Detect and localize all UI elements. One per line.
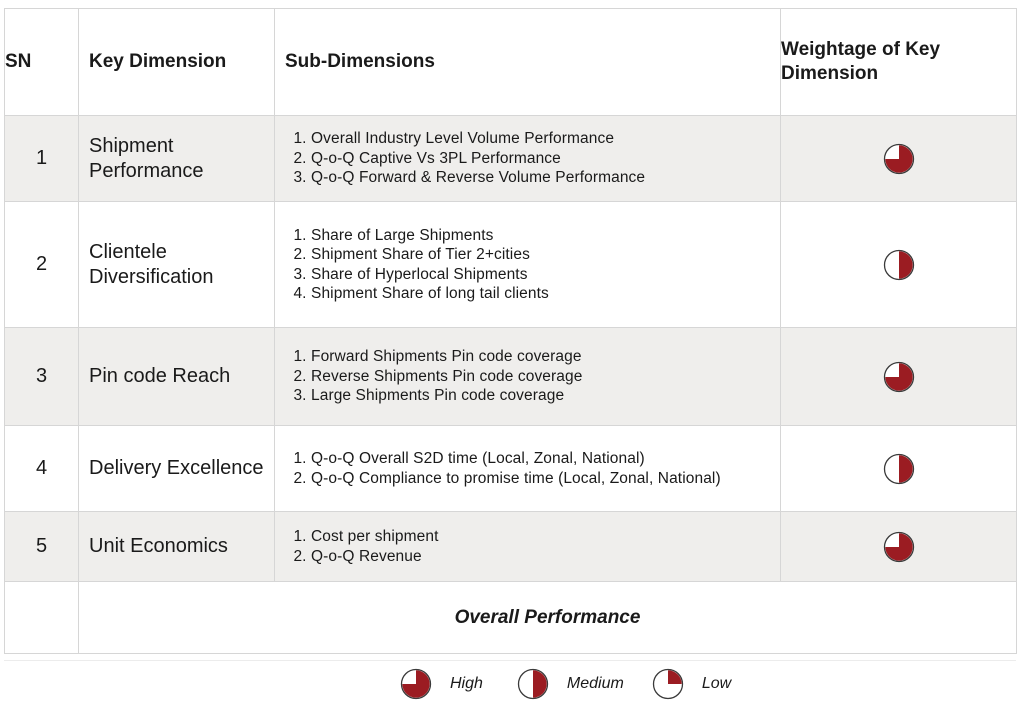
weight-high-icon [400, 668, 432, 700]
row-sub-dimensions [275, 426, 781, 512]
sub-dimension-item: 1. Q-o-Q Overall S2D time (Local, Zonal, National) [311, 449, 780, 469]
table-row [5, 426, 1017, 512]
legend-label-low: Low [701, 675, 732, 692]
header-key-dimension: Key Dimension [79, 9, 275, 116]
sub-dimension-item: 3. Large Shipments Pin code coverage [311, 386, 780, 406]
legend [400, 668, 731, 700]
legend-label-high: High [450, 675, 483, 692]
table-row [5, 202, 1017, 328]
row-sn: 3 [5, 328, 79, 426]
weight-medium-icon [883, 249, 915, 281]
row-sub-dimensions [275, 512, 781, 582]
row-dimension: Pin code Reach [79, 328, 275, 426]
row-weightage [781, 116, 1017, 202]
sub-dimension-item: 2. Q-o-Q Captive Vs 3PL Performance [311, 149, 780, 169]
weight-high-icon [883, 531, 915, 563]
row-dimension: Clientele Diversification [79, 202, 275, 328]
row-weightage [781, 512, 1017, 582]
divider [4, 660, 1016, 661]
row-dimension: Shipment Performance [79, 116, 275, 202]
row-sub-dimensions [275, 202, 781, 328]
sub-dimension-item: 1. Share of Large Shipments [311, 226, 780, 246]
row-sub-dimensions [275, 116, 781, 202]
row-dimension: Delivery Excellence [79, 426, 275, 512]
legend-item-medium [517, 668, 624, 700]
row-weightage [781, 328, 1017, 426]
weight-high-icon [883, 143, 915, 175]
dimensions-table [4, 8, 1017, 654]
sub-dimension-item: 1. Overall Industry Level Volume Performance [311, 129, 780, 149]
sub-dimension-item: 2. Q-o-Q Revenue [311, 547, 780, 567]
table-row [5, 328, 1017, 426]
weight-medium-icon [883, 453, 915, 485]
overall-row [5, 582, 1017, 654]
row-sn: 2 [5, 202, 79, 328]
row-sn: 1 [5, 116, 79, 202]
overall-empty-cell [5, 582, 79, 654]
sub-dimension-item: 2. Reverse Shipments Pin code coverage [311, 367, 780, 387]
row-sub-dimensions [275, 328, 781, 426]
table-header-row [5, 9, 1017, 116]
weight-low-icon [652, 668, 684, 700]
row-weightage [781, 202, 1017, 328]
weight-medium-icon [517, 668, 549, 700]
row-weightage [781, 426, 1017, 512]
row-sn: 4 [5, 426, 79, 512]
sub-dimension-item: 1. Cost per shipment [311, 527, 780, 547]
table-row [5, 512, 1017, 582]
header-weightage: Weightage of Key Dimension [781, 9, 1017, 116]
table-row [5, 116, 1017, 202]
header-sn: SN [5, 9, 79, 116]
sub-dimension-item: 3. Q-o-Q Forward & Reverse Volume Performance [311, 168, 780, 188]
sub-dimension-item: 2. Q-o-Q Compliance to promise time (Local, Zonal, National) [311, 469, 780, 489]
header-sub-dimensions: Sub-Dimensions [275, 9, 781, 116]
sub-dimension-item: 1. Forward Shipments Pin code coverage [311, 347, 780, 367]
pie-fill-sector [668, 670, 682, 684]
legend-item-low [652, 668, 731, 700]
weight-high-icon [883, 361, 915, 393]
legend-item-high [400, 668, 483, 700]
sub-dimension-item: 2. Shipment Share of Tier 2+cities [311, 245, 780, 265]
legend-label-medium: Medium [566, 675, 624, 692]
overall-performance-label: Overall Performance [79, 582, 1017, 654]
row-dimension: Unit Economics [79, 512, 275, 582]
row-sn: 5 [5, 512, 79, 582]
sub-dimension-item: 4. Shipment Share of long tail clients [311, 284, 780, 304]
sub-dimension-item: 3. Share of Hyperlocal Shipments [311, 265, 780, 285]
